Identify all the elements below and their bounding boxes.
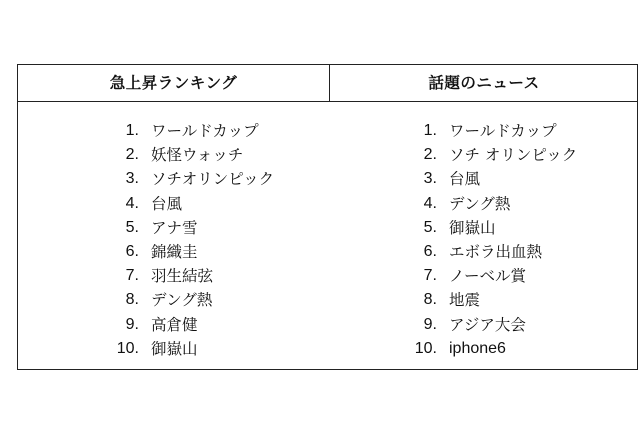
ranking-item (396, 264, 577, 288)
rank-term: iphone6 (449, 339, 506, 357)
rank-term: デング熱 (151, 291, 213, 310)
header-rule (18, 101, 637, 102)
rank-term: 御嶽山 (449, 218, 496, 237)
ranking-item (396, 240, 577, 264)
rank-number: 7. (125, 267, 139, 285)
ranking-item (98, 313, 274, 337)
rank-term: ワールドカップ (449, 122, 557, 140)
rank-term: 妖怪ウォッチ (151, 146, 244, 165)
ranking-item (396, 337, 577, 361)
rank-term: ソチオリンピック (151, 170, 275, 189)
news-ranking-list (396, 119, 577, 361)
rank-number: 4. (125, 194, 139, 212)
rank-term: アナ雪 (151, 218, 198, 237)
ranking-item (98, 167, 274, 191)
rank-number: 5. (423, 218, 437, 236)
rank-term: 錦織圭 (151, 242, 198, 261)
rank-number: 1. (125, 122, 139, 139)
rank-number: 8. (423, 291, 437, 309)
ranking-item (98, 264, 274, 288)
ranking-item (98, 240, 274, 264)
rank-number: 2. (125, 146, 139, 164)
rank-term: ノーベル賞 (449, 267, 527, 286)
ranking-item (396, 143, 577, 167)
rank-term: 高倉健 (151, 315, 198, 334)
rank-term: アジア大会 (449, 315, 526, 334)
trending-ranking-list (98, 119, 274, 361)
ranking-table (17, 64, 638, 370)
ranking-item (98, 216, 274, 240)
ranking-item (98, 288, 274, 312)
rank-number: 8. (125, 291, 139, 309)
rank-number: 10. (116, 339, 139, 357)
rank-number: 6. (125, 242, 139, 260)
column-header-trending: 急上昇ランキング (109, 74, 238, 92)
rank-term: 羽生結弦 (151, 267, 214, 286)
rank-number: 4. (423, 194, 437, 212)
rank-number: 9. (125, 315, 139, 333)
ranking-item (396, 192, 577, 216)
rank-term: デング熱 (449, 194, 511, 213)
rank-number: 9. (423, 315, 437, 333)
rank-number: 10. (414, 339, 437, 357)
column-header-news: 話題のニュース (428, 74, 540, 92)
rank-term: エボラ出血熱 (449, 242, 543, 261)
rank-number: 3. (125, 170, 139, 188)
ranking-item (396, 216, 577, 240)
rank-term: ソチ オリンピック (449, 146, 578, 165)
rank-number: 2. (423, 146, 437, 164)
ranking-item (98, 192, 274, 216)
rank-number: 6. (423, 242, 437, 260)
ranking-item (98, 337, 274, 361)
ranking-item (396, 119, 577, 143)
ranking-item (396, 313, 577, 337)
rank-term: 台風 (449, 170, 481, 189)
ranking-item (396, 167, 577, 191)
rank-number: 7. (423, 267, 437, 285)
rank-number: 5. (125, 218, 139, 236)
rank-term: ワールドカップ (151, 122, 259, 140)
rank-number: 1. (423, 122, 437, 139)
rank-number: 3. (423, 170, 437, 188)
rank-term: 台風 (151, 194, 183, 213)
rank-term: 地震 (449, 291, 481, 310)
rank-term: 御嶽山 (151, 339, 198, 358)
ranking-item (98, 119, 274, 143)
ranking-item (98, 143, 274, 167)
ranking-item (396, 288, 577, 312)
